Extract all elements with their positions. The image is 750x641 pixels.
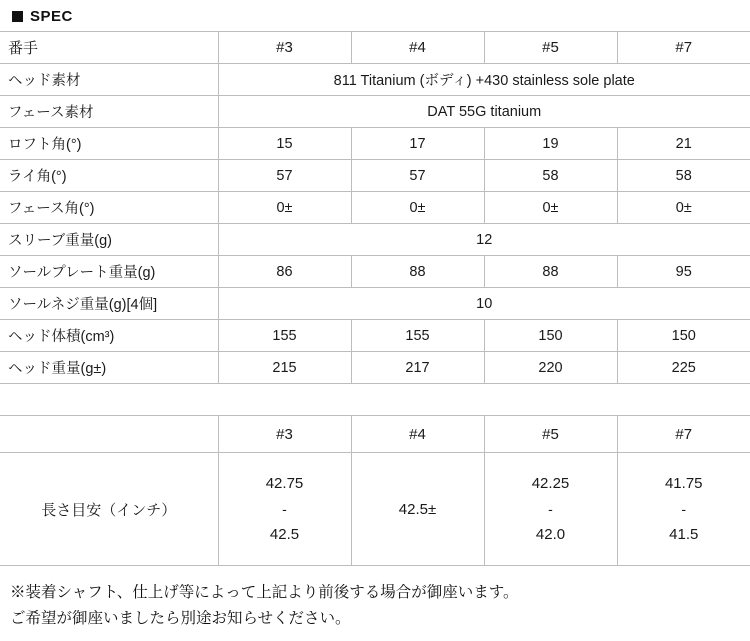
spec-cell: 150 <box>484 320 617 352</box>
spec-header-label: 番手 <box>0 32 218 64</box>
spec-row-value-span: 10 <box>218 288 750 320</box>
spec-header-value: #7 <box>617 32 750 64</box>
spec-cell: 0± <box>351 192 484 224</box>
spec-cell: 15 <box>218 128 351 160</box>
spec-cell: 58 <box>617 160 750 192</box>
spec-cell: 57 <box>218 160 351 192</box>
spec-cell: 21 <box>617 128 750 160</box>
table-gap <box>0 384 750 415</box>
spec-cell: 17 <box>351 128 484 160</box>
spec-cell: 19 <box>484 128 617 160</box>
table-row <box>0 128 750 160</box>
black-square-icon <box>12 11 23 22</box>
spec-cell: 217 <box>351 352 484 384</box>
spec-cell: 86 <box>218 256 351 288</box>
length-cell <box>218 453 351 566</box>
length-value: 42.5± <box>398 500 437 518</box>
spec-cell: 0± <box>218 192 351 224</box>
table-row <box>0 224 750 256</box>
spec-row-label: ヘッド体積(cm³) <box>0 320 218 352</box>
spec-cell: 58 <box>484 160 617 192</box>
table-row <box>0 320 750 352</box>
page-title: SPEC <box>30 8 73 25</box>
table-row-header <box>0 416 750 453</box>
spec-cell: 155 <box>351 320 484 352</box>
spec-row-value-span: 811 Titanium (ボディ) +430 stainless sole plate <box>218 64 750 96</box>
length-dash: - <box>548 501 553 517</box>
table-row <box>0 160 750 192</box>
spec-row-label: ヘッド重量(g±) <box>0 352 218 384</box>
length-bottom: 42.0 <box>535 526 566 543</box>
table-row <box>0 64 750 96</box>
spec-cell: 220 <box>484 352 617 384</box>
table-row <box>0 453 750 566</box>
length-table <box>0 415 750 566</box>
length-top: 41.75 <box>664 475 703 492</box>
table-row <box>0 288 750 320</box>
spec-row-label: ソールネジ重量(g)[4個] <box>0 288 218 320</box>
spec-row-label: ヘッド素材 <box>0 64 218 96</box>
spec-cell: 155 <box>218 320 351 352</box>
spec-table <box>0 31 750 384</box>
spec-cell: 150 <box>617 320 750 352</box>
spec-cell: 0± <box>617 192 750 224</box>
spec-row-value-span: 12 <box>218 224 750 256</box>
length-cell <box>351 453 484 566</box>
length-header-value: #7 <box>617 416 750 453</box>
length-dash: - <box>282 501 287 517</box>
length-row-label: 長さ目安（インチ） <box>0 453 218 566</box>
spec-heading <box>0 0 750 31</box>
spec-cell: 225 <box>617 352 750 384</box>
spec-header-value: #5 <box>484 32 617 64</box>
table-row <box>0 96 750 128</box>
length-bottom: 41.5 <box>669 526 699 543</box>
spec-row-label: ソールプレート重量(g) <box>0 256 218 288</box>
footnotes <box>0 566 750 631</box>
length-header-value: #5 <box>484 416 617 453</box>
spec-row-label: フェース角(°) <box>0 192 218 224</box>
spec-cell: 0± <box>484 192 617 224</box>
table-row-header <box>0 32 750 64</box>
spec-cell: 215 <box>218 352 351 384</box>
spec-cell: 88 <box>351 256 484 288</box>
table-row <box>0 352 750 384</box>
length-header-value: #3 <box>218 416 351 453</box>
spec-cell: 88 <box>484 256 617 288</box>
table-row <box>0 192 750 224</box>
spec-header-value: #4 <box>351 32 484 64</box>
length-top: 42.25 <box>531 475 570 492</box>
footnote-line: ご希望が御座いましたら別途お知らせください。 <box>10 609 351 627</box>
spec-cell: 57 <box>351 160 484 192</box>
length-bottom: 42.5 <box>269 526 300 543</box>
spec-row-label: ライ角(°) <box>0 160 218 192</box>
length-top: 42.75 <box>265 475 304 492</box>
spec-header-value: #3 <box>218 32 351 64</box>
footnote-line: ※装着シャフト、仕上げ等によって上記より前後する場合が御座います。 <box>10 584 519 601</box>
spec-row-label: スリーブ重量(g) <box>0 224 218 256</box>
length-cell <box>617 453 750 566</box>
spec-cell: 95 <box>617 256 750 288</box>
length-header-label <box>0 416 218 453</box>
spec-row-value-span: DAT 55G titanium <box>218 96 750 128</box>
spec-row-label: フェース素材 <box>0 96 218 128</box>
length-dash: - <box>681 501 687 517</box>
length-header-value: #4 <box>351 416 484 453</box>
spec-row-label: ロフト角(°) <box>0 128 218 160</box>
table-row <box>0 256 750 288</box>
length-cell <box>484 453 617 566</box>
